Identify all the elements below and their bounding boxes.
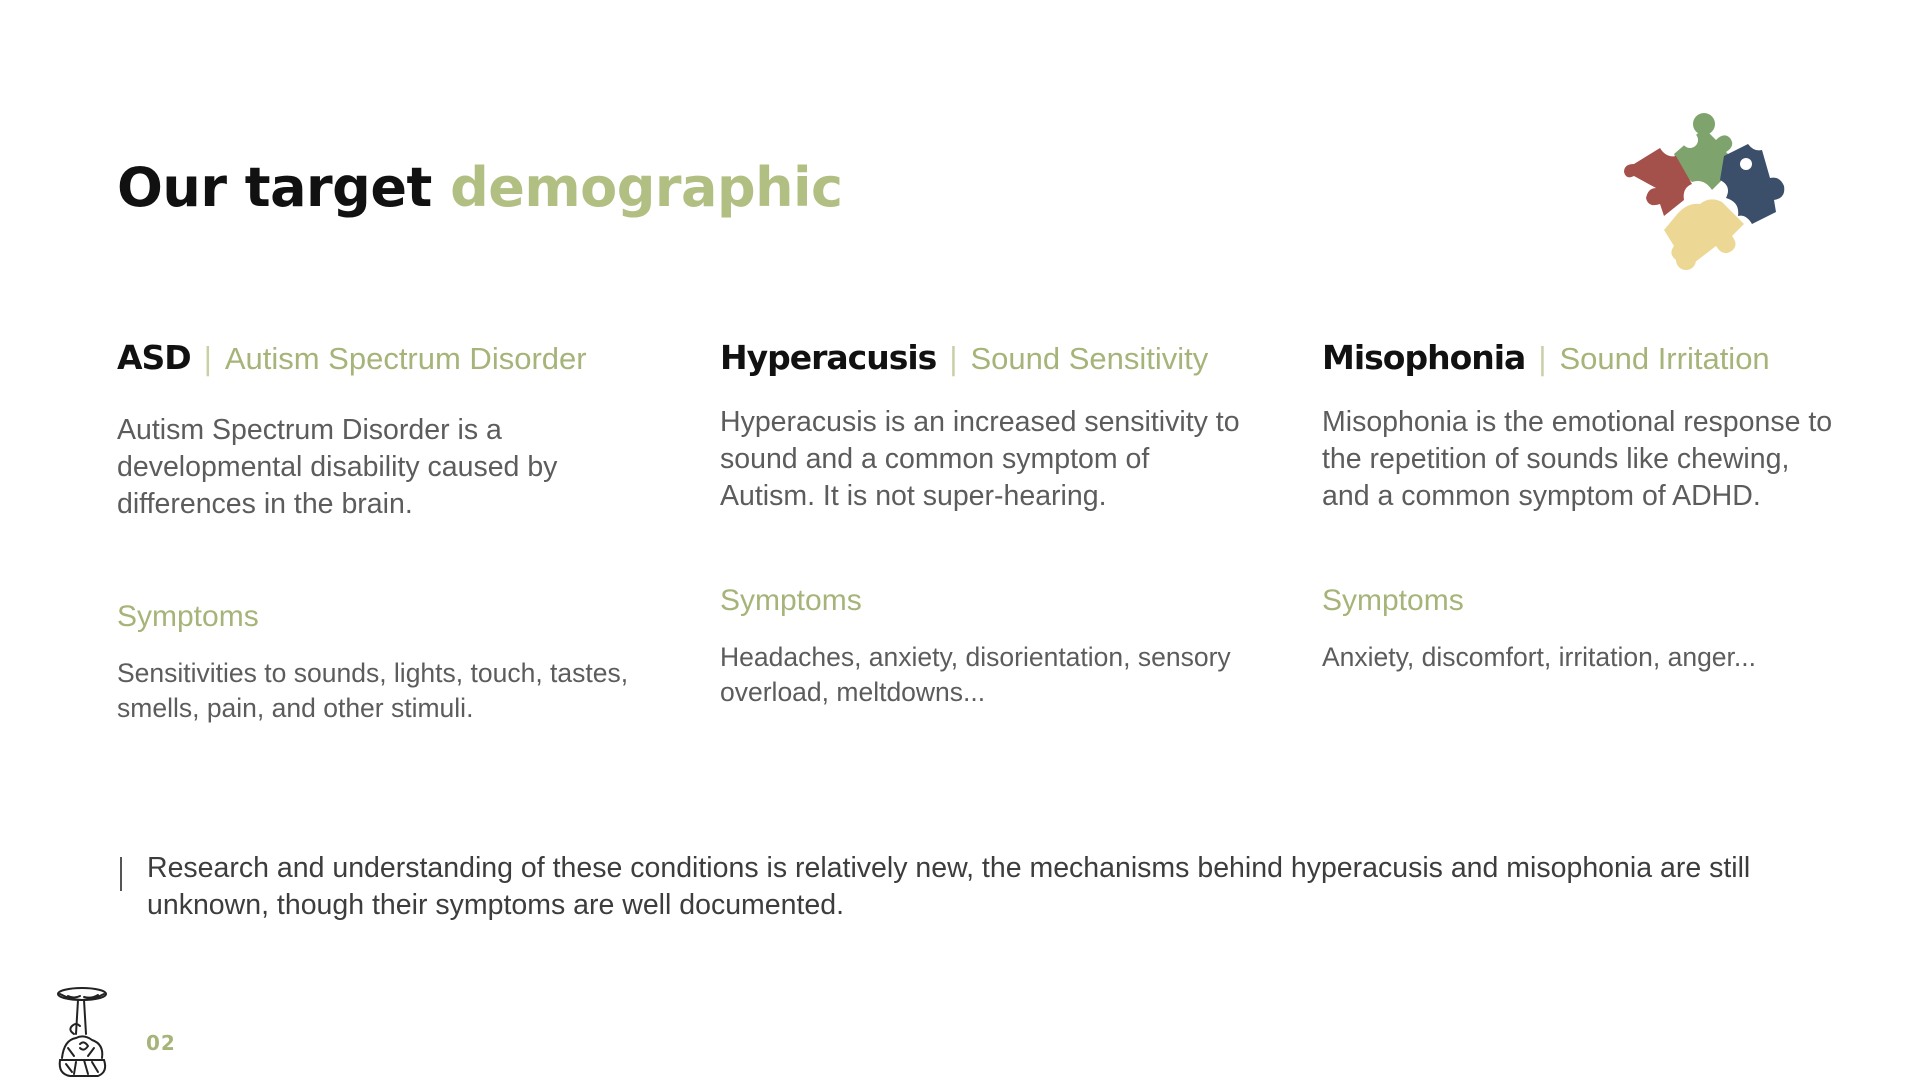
note-divider	[120, 857, 122, 891]
puzzle-heart-icon	[1620, 106, 1788, 274]
page-number: 02	[146, 1031, 176, 1055]
title-main: Our target	[117, 156, 432, 219]
note-text: Research and understanding of these conditions is relatively new, the mechanisms behind hyperacusis and misophonia are still unknown, though their symptoms are well documented.	[147, 852, 1751, 921]
column-description: Autism Spectrum Disorder is a developmental disability caused by differences in the brain.	[117, 414, 558, 520]
column-asd	[117, 338, 637, 726]
column-misophonia	[1322, 338, 1842, 675]
column-hyperacusis	[720, 338, 1240, 710]
column-full-name: Autism Spectrum Disorder	[224, 341, 587, 376]
heading-separator: |	[202, 342, 213, 377]
heading-separator: |	[948, 342, 959, 377]
mushroom-logo-icon	[54, 986, 110, 1078]
symptoms-text: Headaches, anxiety, disorientation, sensory overload, meltdowns...	[720, 642, 1231, 707]
column-abbr: Hyperacusis	[720, 338, 937, 377]
column-description: Misophonia is the emotional response to the repetition of sounds like chewing, and a common symptom of ADHD.	[1322, 406, 1833, 512]
column-heading	[720, 338, 1240, 382]
symptoms-text: Sensitivities to sounds, lights, touch, tastes, smells, pain, and other stimuli.	[117, 658, 629, 723]
title-accent: demographic	[450, 156, 843, 219]
heading-separator: |	[1537, 342, 1548, 377]
puzzle-piece-yellow	[1664, 199, 1744, 270]
column-abbr: ASD	[117, 338, 191, 377]
column-full-name: Sound Sensitivity	[970, 341, 1209, 376]
symptoms-text: Anxiety, discomfort, irritation, anger...	[1322, 642, 1756, 672]
column-heading	[1322, 338, 1842, 382]
column-full-name: Sound Irritation	[1559, 341, 1770, 376]
page-title	[117, 158, 843, 217]
symptoms-heading: Symptoms	[117, 600, 259, 633]
column-abbr: Misophonia	[1322, 338, 1526, 377]
symptoms-heading: Symptoms	[720, 584, 862, 617]
column-description: Hyperacusis is an increased sensitivity to sound and a common symptom of Autism. It is not super-hearing.	[720, 406, 1240, 512]
symptoms-heading: Symptoms	[1322, 584, 1464, 617]
column-heading	[117, 338, 637, 382]
